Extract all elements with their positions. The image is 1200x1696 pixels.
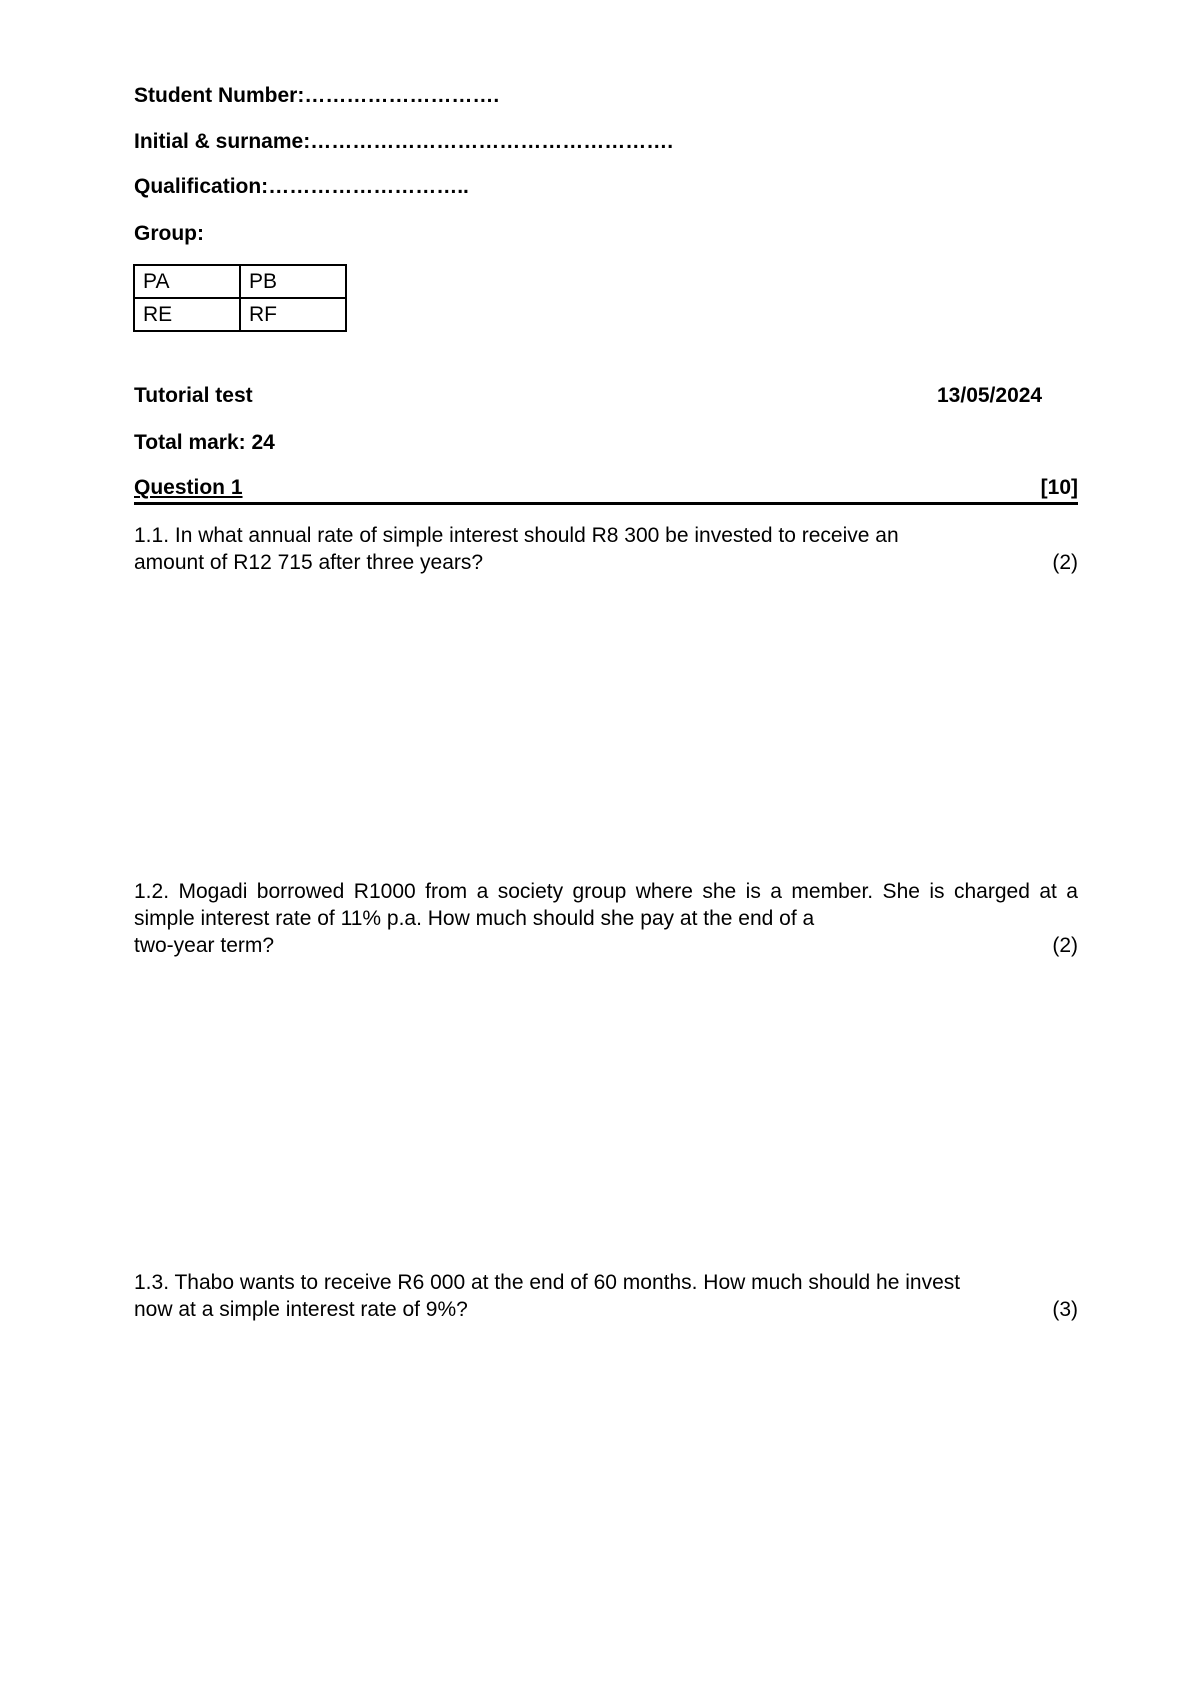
group-option-re[interactable]: RE [134, 298, 240, 331]
question-1-3 [134, 1269, 1078, 1323]
qualification-dots: ……………………….. [268, 175, 469, 198]
test-title: Tutorial test [134, 384, 253, 407]
group-option-pb[interactable]: PB [240, 265, 346, 298]
question-1-3-lastline [134, 1296, 1078, 1323]
question-1-1-mark: (2) [1052, 551, 1078, 574]
question-1-1 [134, 522, 1078, 576]
group-table [133, 264, 347, 332]
question-1-1-lastline [134, 549, 1078, 576]
group-option-rf[interactable]: RF [240, 298, 346, 331]
student-number-dots: ………………………. [304, 84, 500, 107]
question-1-3-mark: (3) [1052, 1298, 1078, 1321]
question-1-1-text-end: amount of R12 715 after three years? [134, 551, 484, 574]
question-1-3-text: 1.3. Thabo wants to receive R6 000 at the end of 60 months. How much should he invest [134, 1271, 961, 1294]
question-1-2-text-end: two-year term? [134, 934, 275, 957]
student-number-field[interactable] [134, 84, 499, 108]
question-1-marks: [10] [1040, 476, 1078, 499]
group-label: Group: [134, 222, 204, 245]
student-number-label: Student Number: [134, 84, 305, 107]
group-option-pa[interactable]: PA [134, 265, 240, 298]
initial-surname-dots: ……………………………………………. [310, 130, 674, 153]
question-1-2 [134, 878, 1078, 959]
question-1-3-text-end: now at a simple interest rate of 9%? [134, 1298, 468, 1321]
question-1-header [134, 476, 1078, 505]
question-1-1-text: 1.1. In what annual rate of simple interest should R8 300 be invested to receive an [134, 524, 899, 547]
test-date: 13/05/2024 [937, 384, 1043, 407]
group-table-row [134, 265, 346, 298]
question-1-2-mark: (2) [1052, 934, 1078, 957]
question-1-2-text: 1.2. Mogadi borrowed R1000 from a society group where she is a member. She is charged at a simple interest rate of 11% p.a. How much should she pay at the end of a [134, 880, 1078, 930]
initial-surname-label: Initial & surname: [134, 130, 311, 153]
question-1-title: Question 1 [134, 476, 243, 499]
total-mark: Total mark: 24 [134, 431, 275, 454]
qualification-label: Qualification: [134, 175, 269, 198]
qualification-field[interactable] [134, 175, 469, 199]
group-table-row [134, 298, 346, 331]
initial-surname-field[interactable] [134, 130, 673, 154]
question-1-2-lastline [134, 932, 1078, 959]
